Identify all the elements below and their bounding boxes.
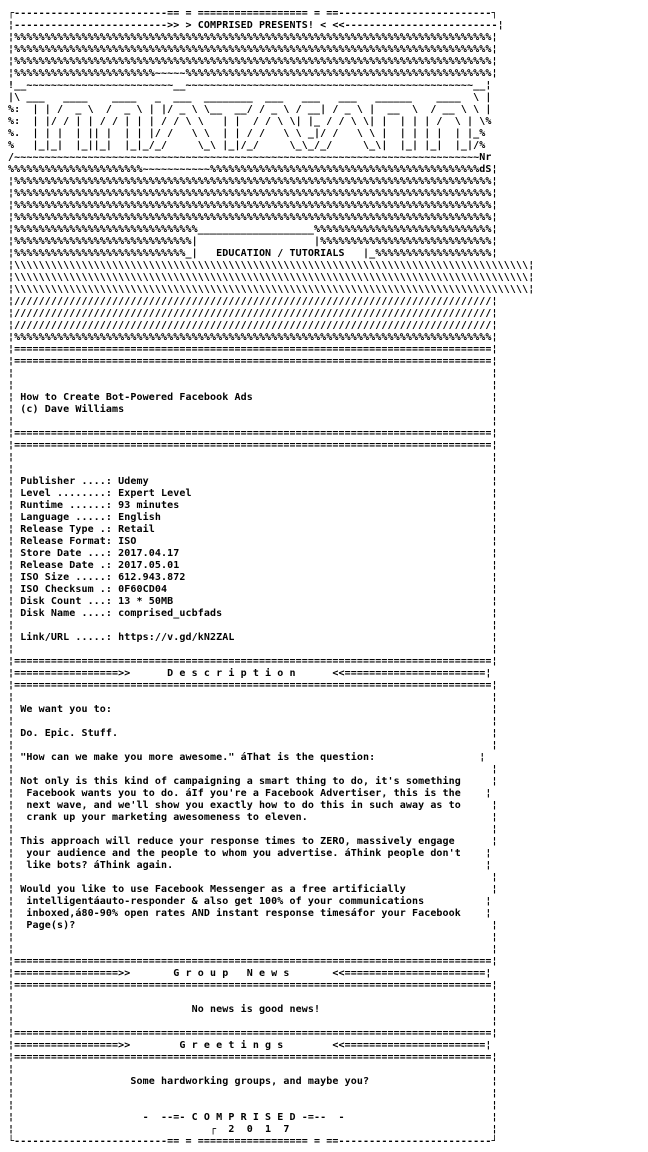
nfo-line: ¦ Release Date .: 2017.05.01 ¦: [8, 560, 498, 571]
nfo-line: ¦=================>> G r o u p N e w s <<=======================¦: [8, 968, 492, 979]
nfo-line: ¦==============================================================================¦: [8, 656, 498, 667]
nfo-line: ¦ ISO Checksum .: 0F60CD04 ¦: [8, 584, 498, 595]
nfo-line: ¦ like bots? áThink again. ¦: [8, 860, 492, 871]
nfo-line: ¦ No news is good news! ¦: [8, 1004, 498, 1015]
nfo-line: ¦\\\\\\\\\\\\\\\\\\\\\\\\\\\\\\\\\\\\\\\\\\\\\\\\\\\\\\\\\\\\\\\\\\\\\\\\\\\\\\\\\\\\¦: [8, 260, 535, 271]
nfo-line: ¦ Facebook wants you to do. áIf you're a Facebook Advertiser, this is the ¦: [8, 788, 492, 799]
nfo-line: ¦ How to Create Bot-Powered Facebook Ads ¦: [8, 392, 498, 403]
nfo-line: ¦==============================================================================¦: [8, 1052, 498, 1063]
nfo-line: |\ ___ ____ ____ _ ___ ________ ___ ___ ___ ______ ____ \ |: [8, 92, 492, 103]
nfo-line: ¦ ¦: [8, 764, 498, 775]
nfo-line: ¦ Release Format: ISO ¦: [8, 536, 498, 547]
nfo-line: ¦==============================================================================¦: [8, 1028, 498, 1039]
nfo-line: ¦%%%%%%%%%%%%%%%%%%%%%%%%%%%%%%%%%%%%%%%%%%%%%%%%%%%%%%%%%%%%%%%%%%%%%%%%%%%%%%¦: [8, 200, 498, 211]
nfo-line: %. | | | | || | | | |/ / \ \ | | / / \ \ _|/ / \ \ | | | | | | |_%: [8, 128, 486, 139]
nfo-line: ¦//////////////////////////////////////////////////////////////////////////////¦: [8, 320, 498, 331]
nfo-line: ¦------------------------->> > COMPRISED PRESENTS! < <<-------------------------¦: [8, 20, 504, 31]
nfo-line: ¦==============================================================================¦: [8, 344, 498, 355]
nfo-line: ¦ - --=- C O M P R I S E D -=-- - ¦: [8, 1112, 498, 1123]
nfo-line: /~~~~~~~~~~~~~~~~~~~~~~~~~~~~~~~~~~~~~~~~~~~~~~~~~~~~~~~~~~~~~~~~~~~~~~~~~~~~Nr: [8, 152, 492, 163]
nfo-line: ¦ ¦: [8, 368, 498, 379]
nfo-line: ¦ intelligentáauto-responder & also get 100% of your communications ¦: [8, 896, 492, 907]
nfo-line: ¦ ┌ 2 0 1 7 ¦: [8, 1124, 498, 1135]
nfo-line: ¦ ¦: [8, 1088, 498, 1099]
nfo-line: ¦ ¦: [8, 824, 498, 835]
nfo-line: ¦%%%%%%%%%%%%%%%%%%%%%%%%%%%%%%%%%%%%%%%%%%%%%%%%%%%%%%%%%%%%%%%%%%%%%%%%%%%%%%¦: [8, 56, 498, 67]
nfo-line: ¦==============================================================================¦: [8, 956, 498, 967]
nfo-line: ¦ Release Type .: Retail ¦: [8, 524, 498, 535]
nfo-line: ¦ ¦: [8, 932, 498, 943]
nfo-line: ¦ ¦: [8, 416, 498, 427]
nfo-line: ¦%%%%%%%%%%%%%%%%%%%%%%%%%%%%%%___________________%%%%%%%%%%%%%%%%%%%%%%%%%%%%%¦: [8, 224, 498, 235]
nfo-line: %: | | / _ \ / _ \ | |/ _ \ \__ __/ / _ \ / __| / _ \ | __ \ / __ \ \ |: [8, 104, 492, 115]
nfo-line: ¦ ¦: [8, 644, 498, 655]
nfo-line: ¦ (c) Dave Williams ¦: [8, 404, 498, 415]
nfo-line: ¦ ¦: [8, 620, 498, 631]
nfo-line: ¦ ¦: [8, 380, 498, 391]
nfo-line: ¦==============================================================================¦: [8, 356, 498, 367]
nfo-line: ¦ ¦: [8, 1100, 498, 1111]
nfo-line: └-------------------------== = ================== = ==-------------------------┘: [8, 1136, 498, 1147]
nfo-line: !__~~~~~~~~~~~~~~~~~~~~~~~~__~~~~~~~~~~~~~~~~~~~~~~~~~~~~~~~~~~~~~~~~~~~~~~~__¦: [8, 80, 492, 91]
nfo-line: ¦ ISO Size .....: 612.943.872 ¦: [8, 572, 498, 583]
nfo-line: ¦ ¦: [8, 716, 498, 727]
nfo-line: ¦%%%%%%%%%%%%%%%%%%%%%%%%%%%%%%%%%%%%%%%%%%%%%%%%%%%%%%%%%%%%%%%%%%%%%%%%%%%%%%¦: [8, 44, 498, 55]
nfo-line: ¦=================>> D e s c r i p t i o n <<=======================¦: [8, 668, 492, 679]
nfo-line: ¦ ¦: [8, 464, 498, 475]
nfo-line: ¦ Runtime ......: 93 minutes ¦: [8, 500, 498, 511]
nfo-line: ¦ inboxed,á80-90% open rates AND instant response timesáfor your Facebook ¦: [8, 908, 492, 919]
nfo-line: %: | |/ / | | / / | | | / / \ \ | | / / \ \| |_ / / \ \| | | | | / \ | \%: [8, 116, 492, 127]
nfo-line: ¦%%%%%%%%%%%%%%%%%%%%%%%%%%%%%%%%%%%%%%%%%%%%%%%%%%%%%%%%%%%%%%%%%%%%%%%%%%%%%%¦: [8, 332, 498, 343]
nfo-line: ¦ We want you to: ¦: [8, 704, 498, 715]
nfo-line: ¦==============================================================================¦: [8, 440, 498, 451]
nfo-line: ¦%%%%%%%%%%%%%%%%%%%%%%%%%%%%%%%%%%%%%%%%%%%%%%%%%%%%%%%%%%%%%%%%%%%%%%%%%%%%%%¦: [8, 212, 498, 223]
nfo-line: ¦%%%%%%%%%%%%%%%%%%%%%%%%%%%%%%%%%%%%%%%%%%%%%%%%%%%%%%%%%%%%%%%%%%%%%%%%%%%%%%¦: [8, 188, 498, 199]
nfo-line: ¦ Store Date ...: 2017.04.17 ¦: [8, 548, 498, 559]
nfo-line: ¦ This approach will reduce your response times to ZERO, massively engage ¦: [8, 836, 498, 847]
nfo-line: ¦ ¦: [8, 692, 498, 703]
nfo-line: ¦==============================================================================¦: [8, 428, 498, 439]
nfo-line: ¦ ¦: [8, 1064, 498, 1075]
nfo-line: ¦%%%%%%%%%%%%%%%%%%%%%%%%%%%%%| |%%%%%%%%%%%%%%%%%%%%%%%%%%%%¦: [8, 236, 498, 247]
nfo-line: ¦==============================================================================¦: [8, 680, 498, 691]
nfo-line: ¦ Do. Epic. Stuff. ¦: [8, 728, 498, 739]
nfo-line: ¦ Disk Count ...: 13 * 50MB ¦: [8, 596, 498, 607]
nfo-line: ¦ Not only is this kind of campaigning a smart thing to do, it's something ¦: [8, 776, 498, 787]
nfo-line: % |_|_| |_||_| |_|_/_/ \_\ |_|/_/ \_\_/_/ \_\| |_| |_| |_|/%: [8, 140, 486, 151]
nfo-line: ¦ ¦: [8, 872, 498, 883]
nfo-line: ¦%%%%%%%%%%%%%%%%%%%%%%%~~~~~%%%%%%%%%%%%%%%%%%%%%%%%%%%%%%%%%%%%%%%%%%%%%%%%%%¦: [8, 68, 498, 79]
nfo-line: ¦ Disk Name ....: comprised_ucbfads ¦: [8, 608, 498, 619]
nfo-text-block: [8, 8, 534, 1148]
nfo-line: ¦\\\\\\\\\\\\\\\\\\\\\\\\\\\\\\\\\\\\\\\\\\\\\\\\\\\\\\\\\\\\\\\\\\\\\\\\\\\\\\\\\\\\¦: [8, 284, 535, 295]
nfo-line: ¦ Page(s)? ¦: [8, 920, 498, 931]
nfo-line: ¦ Language .....: English ¦: [8, 512, 498, 523]
nfo-line: ¦ ¦: [8, 452, 498, 463]
nfo-line: ¦%%%%%%%%%%%%%%%%%%%%%%%%%%%%%%%%%%%%%%%%%%%%%%%%%%%%%%%%%%%%%%%%%%%%%%%%%%%%%%¦: [8, 176, 498, 187]
nfo-line: ¦//////////////////////////////////////////////////////////////////////////////¦: [8, 296, 498, 307]
nfo-line: ┌-------------------------== = ================== = ==-------------------------┐: [8, 8, 498, 19]
nfo-line: ¦//////////////////////////////////////////////////////////////////////////////¦: [8, 308, 498, 319]
nfo-line: ¦%%%%%%%%%%%%%%%%%%%%%%%%%%%%_| EDUCATION / TUTORIALS |_%%%%%%%%%%%%%%%%%%%¦: [8, 248, 498, 259]
nfo-line: ¦ "How can we make you more awesome." áThat is the question: ¦: [8, 752, 486, 763]
nfo-line: ¦%%%%%%%%%%%%%%%%%%%%%%%%%%%%%%%%%%%%%%%%%%%%%%%%%%%%%%%%%%%%%%%%%%%%%%%%%%%%%%¦: [8, 32, 498, 43]
nfo-line: ¦ ¦: [8, 1016, 498, 1027]
nfo-line: ¦ Some hardworking groups, and maybe you? ¦: [8, 1076, 498, 1087]
nfo-line: ¦ ¦: [8, 992, 498, 1003]
nfo-line: ¦ Publisher ....: Udemy ¦: [8, 476, 498, 487]
nfo-line: ¦ your audience and the people to whom you advertise. áThink people don't ¦: [8, 848, 492, 859]
nfo-line: ¦==============================================================================¦: [8, 980, 498, 991]
nfo-line: ¦ next wave, and we'll show you exactly how to do this in such away as to ¦: [8, 800, 498, 811]
nfo-line: ¦ Level ........: Expert Level ¦: [8, 488, 498, 499]
nfo-line: ¦ crank up your marketing awesomeness to eleven. ¦: [8, 812, 498, 823]
nfo-line: ¦ ¦: [8, 740, 498, 751]
nfo-line: %%%%%%%%%%%%%%%%%%%%%%~~~~~~~~~~~%%%%%%%%%%%%%%%%%%%%%%%%%%%%%%%%%%%%%%%%%%%%dS¦: [8, 164, 498, 175]
nfo-line: ¦\\\\\\\\\\\\\\\\\\\\\\\\\\\\\\\\\\\\\\\\\\\\\\\\\\\\\\\\\\\\\\\\\\\\\\\\\\\\\\\\\\\\¦: [8, 272, 535, 283]
nfo-line: ¦ ¦: [8, 944, 498, 955]
nfo-line: ¦=================>> G r e e t i n g s <<=======================¦: [8, 1040, 492, 1051]
nfo-line: ¦ Link/URL .....: https://v.gd/kN2ZAL ¦: [8, 632, 498, 643]
nfo-line: ¦ Would you like to use Facebook Messenger as a free artificially ¦: [8, 884, 498, 895]
